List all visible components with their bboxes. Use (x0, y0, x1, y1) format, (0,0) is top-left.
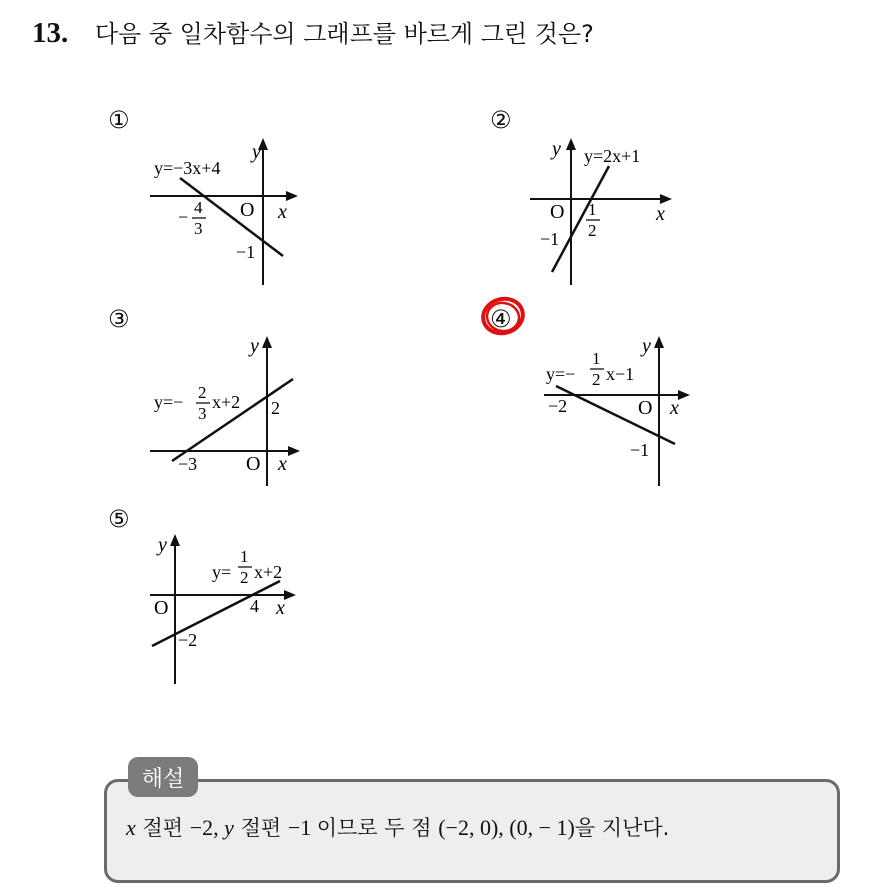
x-axis-arrow (678, 390, 690, 400)
frac-denominator: 2 (240, 568, 249, 587)
equation-suffix: x+2 (212, 392, 241, 412)
solution-y-intercept-word: 절편 (233, 816, 288, 840)
frac-denominator: 2 (592, 370, 601, 389)
x-axis-arrow (286, 191, 298, 201)
option-5-graph[interactable] (140, 528, 310, 688)
option-4-graph[interactable] (536, 328, 696, 490)
x-axis-label: x (670, 397, 679, 419)
frac-denominator: 2 (588, 221, 597, 240)
origin-label: O (246, 453, 261, 475)
graph-line (180, 178, 283, 256)
solution-connector: 이므로 두 점 (316, 816, 439, 840)
equation-suffix: x+2 (254, 562, 283, 582)
option-2-graph[interactable] (520, 130, 690, 290)
equation-prefix: y=− (154, 392, 184, 412)
solution-y-intercept-value: −1 (287, 815, 317, 840)
option-2-label[interactable]: ② (490, 106, 512, 134)
frac-numerator: 2 (198, 383, 207, 402)
equation-suffix: x−1 (606, 364, 635, 384)
frac-numerator: 1 (592, 349, 601, 368)
solution-tag: 해설 (128, 757, 198, 797)
y-intercept-label: −1 (236, 242, 256, 262)
y-axis-label: y (252, 141, 261, 163)
solution-y-var: y (224, 815, 234, 840)
option-5-label[interactable]: ⑤ (108, 505, 130, 533)
origin-label: O (154, 597, 169, 619)
y-axis-label: y (158, 534, 167, 556)
frac-numerator: 4 (194, 198, 203, 217)
y-axis-arrow (170, 534, 180, 546)
minus-sign: − (178, 207, 189, 227)
graph-line (152, 581, 280, 646)
y-axis-arrow (654, 336, 664, 348)
y-intercept-label: −2 (178, 630, 198, 650)
y-axis-arrow (566, 138, 576, 150)
question-header (32, 14, 594, 50)
frac-denominator: 3 (198, 404, 207, 423)
origin-label: O (550, 201, 565, 223)
frac-denominator: 3 (194, 219, 203, 238)
option-1-graph[interactable] (140, 130, 310, 290)
frac-numerator: 1 (240, 547, 249, 566)
option-3-label[interactable]: ③ (108, 305, 130, 333)
x-axis-arrow (288, 446, 300, 456)
y-intercept-label: 2 (271, 398, 280, 418)
solution-points: (−2, 0), (0, − 1) (438, 815, 575, 840)
origin-label: O (240, 199, 255, 221)
solution-x-intercept-value: −2, (189, 815, 225, 840)
equation-label: y=−3x+4 (154, 158, 221, 178)
solution-text (126, 812, 669, 842)
x-axis-label: x (276, 597, 285, 619)
y-axis-label: y (642, 335, 651, 357)
y-intercept-label: −1 (540, 229, 560, 249)
x-axis-label: x (278, 453, 287, 475)
solution-x-intercept-word: 절편 (135, 816, 190, 840)
y-intercept-label: −1 (630, 440, 650, 460)
y-axis-label: y (552, 138, 561, 160)
x-intercept-label: −3 (178, 454, 198, 474)
origin-label: O (638, 397, 653, 419)
option-1-label[interactable]: ① (108, 106, 130, 134)
y-axis-arrow (262, 336, 272, 348)
y-axis-label: y (250, 335, 259, 357)
x-axis-label: x (278, 201, 287, 223)
option-3-graph[interactable] (140, 328, 310, 490)
equation-prefix: y= (212, 562, 232, 582)
frac-numerator: 1 (588, 200, 597, 219)
x-axis-arrow (284, 590, 296, 600)
x-axis-label: x (656, 203, 665, 225)
x-intercept-label: −2 (548, 396, 568, 416)
option-4-label[interactable]: ④ (490, 305, 512, 333)
solution-ending: 을 지난다. (574, 816, 670, 840)
x-intercept-label: 4 (250, 596, 259, 616)
equation-prefix: y=− (546, 364, 576, 384)
equation-label: y=2x+1 (584, 146, 641, 166)
question-number: 13. (32, 17, 69, 49)
solution-x-var: x (126, 815, 136, 840)
question-text: 다음 중 일차함수의 그래프를 바르게 그린 것은? (94, 20, 594, 48)
